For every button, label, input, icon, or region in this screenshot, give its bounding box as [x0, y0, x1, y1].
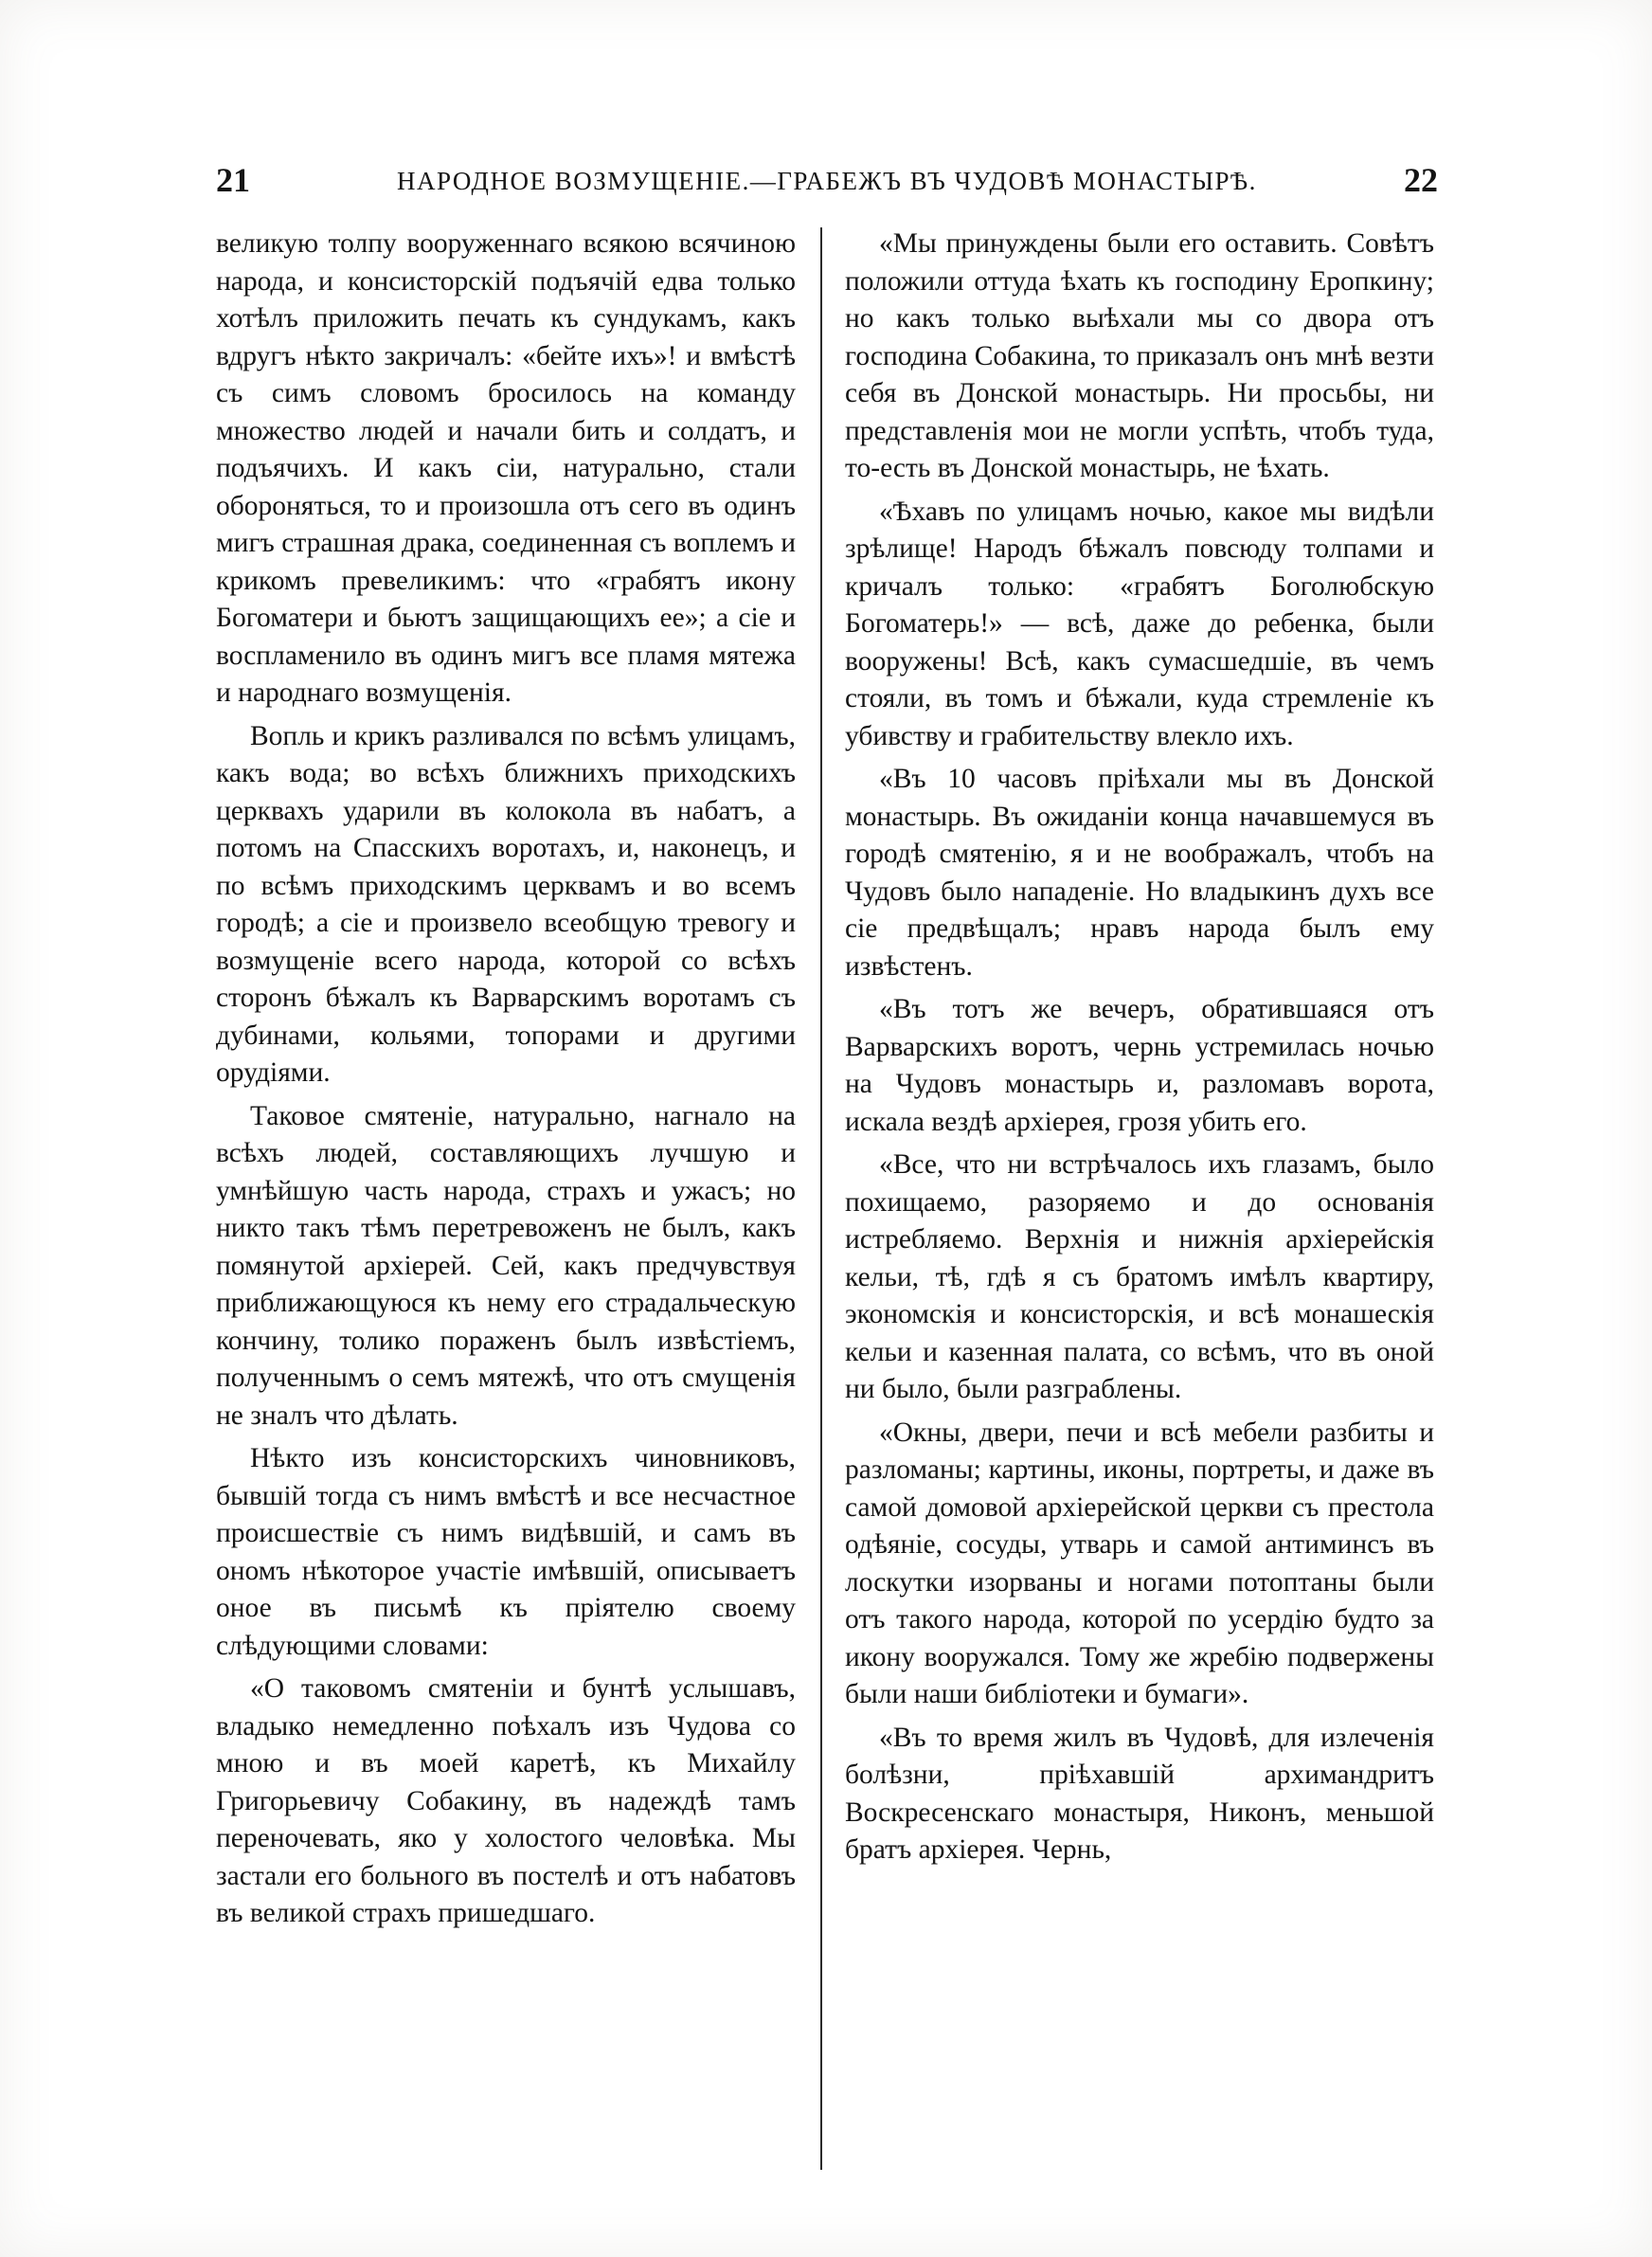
paragraph: «О таковомъ смятеніи и бунтѣ услышавъ, владыко немедленно поѣхалъ изъ Чудова со мною и въ моей каретѣ, къ Михайлу Григорьевичу Собакину, въ надеждѣ тамъ переночевать, яко у холостого человѣка. Мы застали его больного въ постелѣ и отъ набатовъ въ великой страхъ пришедшаго. — [216, 1673, 796, 1928]
paragraph: «Въ 10 часовъ пріѣхали мы въ Донской монастырь. Въ ожиданіи конца начавшемуся въ городѣ смятенію, я и не воображалъ, чтобъ на Чудовъ было нападеніе. Но владыкинъ духъ все сіе предвѣщалъ; нравъ народа былъ ему извѣстенъ. — [845, 764, 1434, 982]
right-column — [845, 226, 1434, 1875]
paragraph: «Въ то время жилъ въ Чудовѣ, для излеченія болѣзни, пріѣхавшій архимандритъ Воскресенскаго монастыря, Никонъ, меньшой братъ архіерея. Чернь, — [845, 1722, 1434, 1865]
paragraph: великую толпу вооруженнаго всякою всячиною народа, и консисторскій подъячій едва только хотѣлъ приложить печать къ сундукамъ, какъ вдругъ нѣкто закричалъ: «бейте ихъ»! и вмѣстѣ съ симъ словомъ бросилось на команду множество людей и начали бить и солдатъ, и подъячихъ. И какъ сіи, натурально, стали обороняться, то и произошла отъ сего въ одинъ мигъ страшная драка, соединенная съ воплемъ и крикомъ превеликимъ: что «грабятъ икону Богоматери и бьютъ защищающихъ ее»; а сіе и воспламенило въ одинъ мигъ все пламя мятежа и народнаго возмущенія. — [216, 228, 796, 708]
column-divider — [820, 227, 822, 2170]
paragraph: «Въ тотъ же вечеръ, обратившаяся отъ Варварскихъ воротъ, чернь устремилась ночью на Чудовъ монастырь и, разломавъ ворота, искала вездѣ архіерея, грозя убить его. — [845, 994, 1434, 1137]
running-header — [216, 163, 1438, 220]
paragraph: Вопль и крикъ разливался по всѣмъ улицамъ, какъ вода; во всѣхъ ближнихъ приходскихъ церквахъ ударили въ колокола въ набатъ, а потомъ на Спасскихъ воротахъ, и, наконецъ, и по всѣмъ приходскимъ церквамъ и во всемъ городѣ; а сіе и произвело всеобщую тревогу и возмущеніе всего народа, которой со всѣхъ сторонъ бѣжалъ къ Варварскимъ воротамъ съ дубинами, кольями, топорами и другими орудіями. — [216, 720, 796, 1088]
left-column — [216, 226, 796, 1939]
page-number-left: 21 — [216, 161, 250, 199]
paragraph: «Все, что ни встрѣчалось ихъ глазамъ, было похищаемо, разоряемо и до основанія истребляемо. Верхнія и нижнія архіерейскія кельи, тѣ, гдѣ я съ братомъ имѣлъ квартиру, экономскія и консисторскія, и всѣ монашескія кельи и казенная палата, со всѣмъ, что въ оной ни было, были разграблены. — [845, 1149, 1434, 1404]
paragraph: «Мы принуждены были его оставить. Совѣтъ положили оттуда ѣхать къ господину Еропкину; но какъ только выѣхали мы со двора отъ господина Собакина, то приказалъ онъ мнѣ везти себя въ Донской монастырь. Ни просьбы, ни представленія мои не могли успѣть, чтобъ туда, то-есть въ Донской монастырь, не ѣхать. — [845, 228, 1434, 483]
paragraph: «Ѣхавъ по улицамъ ночью, какое мы видѣли зрѣлище! Народъ бѣжалъ повсюду толпами и кричалъ только: «грабятъ Боголюбскую Богоматерь!» — всѣ, даже до ребенка, были вооружены! Всѣ, какъ сумасшедшіе, въ чемъ стояли, въ томъ и бѣжали, куда стремленіе къ убивству и грабительству влекло ихъ. — [845, 496, 1434, 751]
paragraph: Таковое смятеніе, натурально, нагнало на всѣхъ людей, составляющихъ лучшую и умнѣйшую часть народа, страхъ и ужасъ; но никто такъ тѣмъ перетревоженъ не былъ, какъ помянутой архіерей. Сей, какъ предчувствуя приближающуюся къ нему его страдальческую кончину, толико пораженъ былъ извѣстіемъ, полученнымъ о семъ мятежѣ, что отъ смущенія не зналъ что дѣлать. — [216, 1100, 796, 1431]
paragraph: «Окны, двери, печи и всѣ мебели разбиты и разломаны; картины, иконы, портреты, и даже въ самой домовой архіерейской церкви съ престола одѣяніе, сосуды, утварь и самой антиминсъ въ лоскутки изорваны и ногами потоптаны были отъ такого народа, которой по усердію будто за икону вооружался. Тому же жребію подвержены были наши библіотеки и бумаги». — [845, 1417, 1434, 1709]
paragraph: Нѣкто изъ консисторскихъ чиновниковъ, бывшій тогда съ нимъ вмѣстѣ и все несчастное происшествіе съ нимъ видѣвшій, и самъ въ ономъ нѣкоторое участіе имѣвшій, описываетъ оное въ письмѣ къ пріятелю своему слѣдующими словами: — [216, 1443, 796, 1661]
page-number-right: 22 — [1404, 161, 1438, 199]
running-title: НАРОДНОЕ ВОЗМУЩЕНІЕ.—ГРАБЕЖЪ ВЪ ЧУДОВѢ МОНАСТЫРѢ. — [397, 167, 1257, 195]
